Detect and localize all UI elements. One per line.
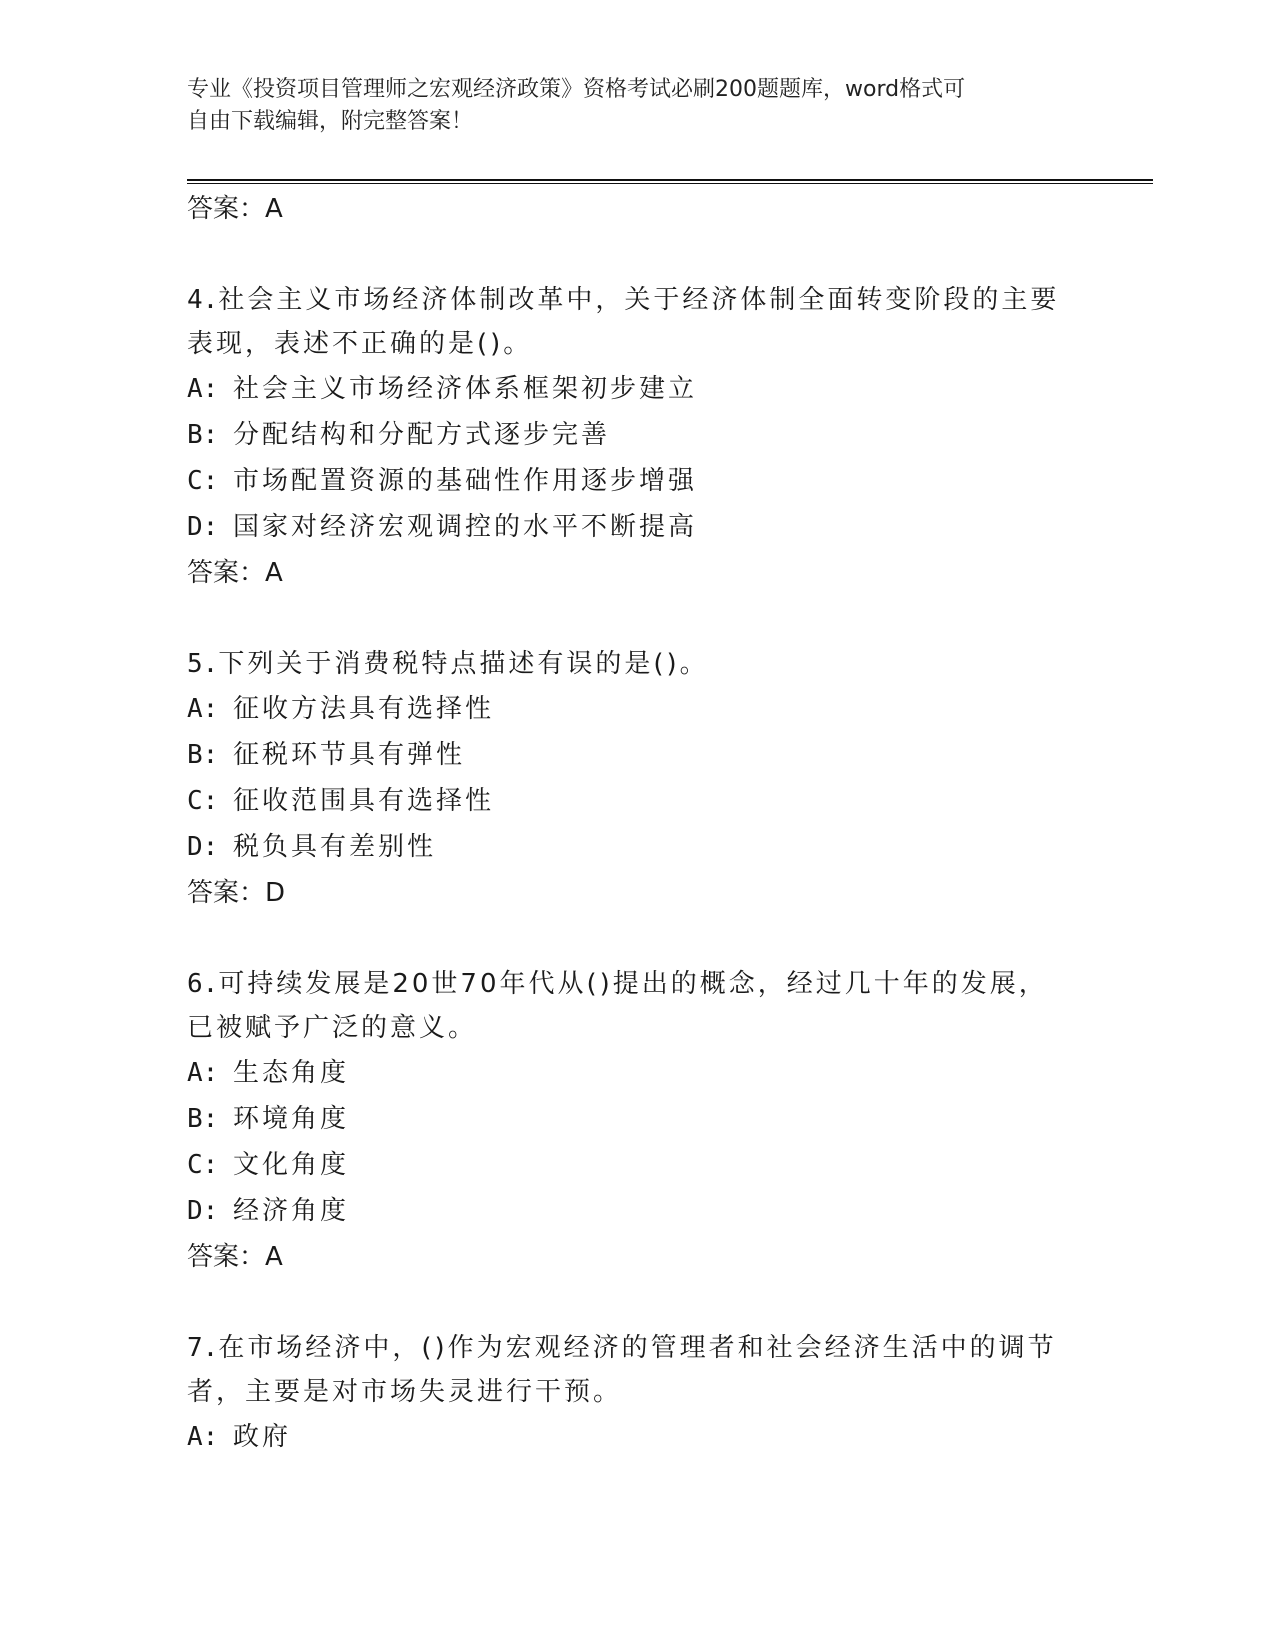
option-text: 国家对经济宏观调控的水平不断提高 bbox=[233, 512, 698, 542]
header-divider bbox=[187, 179, 1153, 184]
option-letter: A: bbox=[187, 1422, 219, 1452]
option-text: 生态角度 bbox=[233, 1058, 350, 1088]
option-d bbox=[187, 824, 1087, 870]
option-c bbox=[187, 778, 1087, 824]
question-stem bbox=[187, 962, 1087, 1006]
option-letter: B: bbox=[187, 740, 219, 770]
option-letter: D: bbox=[187, 1196, 219, 1226]
stem-line-2: 已被赋予广泛的意义。 bbox=[187, 1013, 478, 1043]
option-text: 市场配置资源的基础性作用逐步增强 bbox=[233, 466, 698, 496]
stem-line-2: 者，主要是对市场失灵进行干预。 bbox=[187, 1377, 623, 1407]
question-list bbox=[187, 186, 1087, 1460]
option-letter: D: bbox=[187, 512, 219, 542]
option-text: 社会主义市场经济体系框架初步建立 bbox=[233, 374, 698, 404]
option-text: 征收范围具有选择性 bbox=[233, 786, 495, 816]
answer-line: 答案：A bbox=[187, 1242, 283, 1272]
question-number: 4. bbox=[187, 285, 219, 315]
question-stem bbox=[187, 278, 1087, 322]
answer-line: 答案：D bbox=[187, 878, 286, 908]
question-6 bbox=[187, 962, 1087, 1280]
stem-line-1: 下列关于消费税特点描述有误的是()。 bbox=[218, 649, 709, 679]
option-text: 经济角度 bbox=[233, 1196, 350, 1226]
option-letter: A: bbox=[187, 1058, 219, 1088]
question-4 bbox=[187, 278, 1087, 596]
question-5 bbox=[187, 642, 1087, 916]
option-d bbox=[187, 504, 1087, 550]
option-letter: C: bbox=[187, 1150, 219, 1180]
option-letter: C: bbox=[187, 466, 219, 496]
option-a bbox=[187, 686, 1087, 732]
spacer bbox=[187, 232, 1087, 278]
option-text: 征税环节具有弹性 bbox=[233, 740, 466, 770]
option-a bbox=[187, 366, 1087, 412]
question-number: 7. bbox=[187, 1333, 219, 1363]
option-b bbox=[187, 732, 1087, 778]
option-text: 税负具有差别性 bbox=[233, 832, 437, 862]
option-d bbox=[187, 1188, 1087, 1234]
option-letter: A: bbox=[187, 694, 219, 724]
option-c bbox=[187, 458, 1087, 504]
option-letter: C: bbox=[187, 786, 219, 816]
option-text: 环境角度 bbox=[233, 1104, 350, 1134]
option-a bbox=[187, 1414, 1087, 1460]
answer-line: 答案：A bbox=[187, 558, 283, 588]
option-text: 政府 bbox=[233, 1422, 292, 1452]
option-letter: D: bbox=[187, 832, 219, 862]
header-line-1: 专业《投资项目管理师之宏观经济政策》资格考试必刷200题题库，word格式可 bbox=[187, 77, 966, 102]
stem-line-1: 社会主义市场经济体制改革中，关于经济体制全面转变阶段的主要 bbox=[218, 285, 1060, 315]
option-letter: A: bbox=[187, 374, 219, 404]
option-c bbox=[187, 1142, 1087, 1188]
question-stem bbox=[187, 1326, 1087, 1370]
option-text: 文化角度 bbox=[233, 1150, 350, 1180]
question-number: 5. bbox=[187, 649, 219, 679]
question-number: 6. bbox=[187, 969, 219, 999]
option-letter: B: bbox=[187, 420, 219, 450]
stem-line-1: 在市场经济中，()作为宏观经济的管理者和社会经济生活中的调节 bbox=[218, 1333, 1057, 1363]
option-b bbox=[187, 412, 1087, 458]
question-stem bbox=[187, 642, 1087, 686]
stem-line-1: 可持续发展是20世70年代从()提出的概念，经过几十年的发展， bbox=[218, 969, 1048, 999]
document-header bbox=[187, 74, 1067, 138]
spacer bbox=[187, 916, 1087, 962]
option-text: 分配结构和分配方式逐步完善 bbox=[233, 420, 611, 450]
option-letter: B: bbox=[187, 1104, 219, 1134]
option-text: 征收方法具有选择性 bbox=[233, 694, 495, 724]
option-b bbox=[187, 1096, 1087, 1142]
answer-line: 答案：A bbox=[187, 194, 283, 224]
stem-line-2: 表现，表述不正确的是()。 bbox=[187, 329, 533, 359]
option-a bbox=[187, 1050, 1087, 1096]
spacer bbox=[187, 596, 1087, 642]
spacer bbox=[187, 1280, 1087, 1326]
header-line-2: 自由下载编辑，附完整答案！ bbox=[187, 109, 474, 134]
question-7 bbox=[187, 1326, 1087, 1460]
